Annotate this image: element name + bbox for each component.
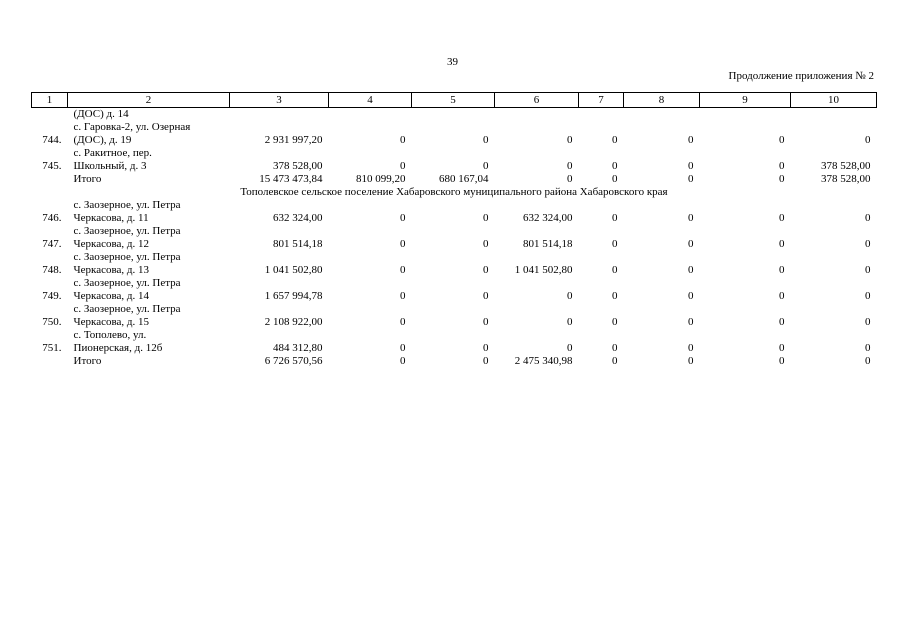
- table-row: [32, 121, 877, 147]
- value-cell: 1 041 502,80: [264, 264, 323, 276]
- address-line: Пионерская, д. 12б: [73, 342, 163, 354]
- total-value: 680 167,04: [439, 173, 489, 185]
- total-value: 810 099,20: [356, 173, 406, 185]
- address-cell: [68, 199, 230, 225]
- address-line: Школьный, д. 3: [73, 160, 147, 172]
- column-header: 4: [329, 93, 412, 108]
- section-row: [32, 186, 877, 199]
- total-value: 0: [400, 355, 406, 367]
- total-label: Итого: [73, 355, 102, 367]
- value-cell: 2 931 997,20: [264, 134, 323, 146]
- value-cell: 0: [865, 264, 871, 276]
- value-cell: 0: [688, 212, 694, 224]
- value-cell: 484 312,80: [273, 342, 323, 354]
- value-cell: 801 514,18: [273, 238, 323, 250]
- value-cell: 0: [400, 290, 406, 302]
- column-header: 9: [700, 93, 791, 108]
- address-line: с. Заозерное, ул. Петра: [73, 199, 181, 211]
- value-cell: 378 528,00: [821, 160, 871, 172]
- value-cell: 0: [612, 160, 618, 172]
- total-value: 0: [779, 355, 785, 367]
- value-cell: 0: [865, 238, 871, 250]
- column-header: 7: [579, 93, 624, 108]
- value-cell: 0: [483, 342, 489, 354]
- value-cell: 0: [483, 264, 489, 276]
- address-cell: [68, 303, 230, 329]
- value-cell: 378 528,00: [273, 160, 323, 172]
- value-cell: 0: [483, 238, 489, 250]
- value-cell: 0: [688, 238, 694, 250]
- continuation-row: [32, 108, 877, 122]
- address-cell: [68, 277, 230, 303]
- section-title: Тополевское сельское поселение Хабаровского муниципального района Хабаровского края: [240, 186, 668, 198]
- address-line: (ДОС), д. 19: [73, 134, 132, 146]
- total-value: 0: [688, 355, 694, 367]
- row-number: 747.: [42, 238, 62, 250]
- value-cell: 0: [400, 264, 406, 276]
- column-header: 2: [68, 93, 230, 108]
- value-cell: 0: [688, 134, 694, 146]
- value-cell: 0: [688, 290, 694, 302]
- row-number: 750.: [42, 316, 62, 328]
- page-number: 39: [447, 56, 458, 68]
- column-header: 5: [412, 93, 495, 108]
- value-cell: 0: [612, 342, 618, 354]
- address-cell: [68, 121, 230, 147]
- value-cell: 0: [779, 134, 785, 146]
- table-row: [32, 329, 877, 355]
- row-number: 748.: [42, 264, 62, 276]
- column-header: 1: [32, 93, 68, 108]
- budget-table: [31, 92, 877, 368]
- value-cell: 0: [567, 290, 573, 302]
- value-cell: 0: [688, 264, 694, 276]
- value-cell: 0: [400, 316, 406, 328]
- value-cell: 632 324,00: [523, 212, 573, 224]
- total-value: 0: [688, 173, 694, 185]
- value-cell: 0: [865, 212, 871, 224]
- value-cell: 0: [612, 212, 618, 224]
- value-cell: 0: [865, 290, 871, 302]
- value-cell: 0: [612, 238, 618, 250]
- address-line: с. Заозерное, ул. Петра: [73, 277, 181, 289]
- value-cell: 0: [483, 160, 489, 172]
- address-line: с. Тополево, ул.: [73, 329, 147, 341]
- address-line: Черкасова, д. 12: [73, 238, 150, 250]
- value-cell: 2 108 922,00: [264, 316, 323, 328]
- total-value: 0: [865, 355, 871, 367]
- address-cell: (ДОС) д. 14: [73, 108, 129, 120]
- column-header: 10: [791, 93, 877, 108]
- address-cell: [68, 329, 230, 355]
- value-cell: 0: [567, 134, 573, 146]
- address-line: с. Гаровка-2, ул. Озерная: [73, 121, 191, 133]
- column-header: 3: [230, 93, 329, 108]
- address-line: Черкасова, д. 14: [73, 290, 150, 302]
- address-cell: [68, 147, 230, 173]
- total-value: 0: [612, 173, 618, 185]
- total-value: 15 473 473,84: [259, 173, 323, 185]
- value-cell: 0: [779, 290, 785, 302]
- address-line: с. Ракитное, пер.: [73, 147, 152, 159]
- value-cell: 0: [400, 160, 406, 172]
- value-cell: 0: [400, 212, 406, 224]
- value-cell: 1 041 502,80: [514, 264, 573, 276]
- value-cell: 801 514,18: [523, 238, 573, 250]
- address-line: с. Заозерное, ул. Петра: [73, 303, 181, 315]
- address-line: с. Заозерное, ул. Петра: [73, 225, 181, 237]
- value-cell: 0: [779, 160, 785, 172]
- value-cell: 0: [567, 160, 573, 172]
- address-line: Черкасова, д. 11: [73, 212, 149, 224]
- total-value: 0: [483, 355, 489, 367]
- address-cell: [68, 251, 230, 277]
- row-number: 751.: [42, 342, 62, 354]
- value-cell: 0: [865, 134, 871, 146]
- value-cell: 0: [779, 264, 785, 276]
- value-cell: 0: [483, 212, 489, 224]
- value-cell: 0: [779, 316, 785, 328]
- total-value: 378 528,00: [821, 173, 871, 185]
- total-value: 0: [612, 355, 618, 367]
- column-header: 6: [495, 93, 579, 108]
- total-row: [32, 173, 877, 186]
- address-line: с. Заозерное, ул. Петра: [73, 251, 181, 263]
- column-header: 8: [624, 93, 700, 108]
- value-cell: 0: [612, 316, 618, 328]
- total-value: 2 475 340,98: [514, 355, 573, 367]
- value-cell: 0: [400, 342, 406, 354]
- value-cell: 0: [688, 160, 694, 172]
- address-cell: [68, 225, 230, 251]
- header-row: [32, 93, 877, 108]
- total-row: [32, 355, 877, 368]
- value-cell: 0: [483, 290, 489, 302]
- row-number: 749.: [42, 290, 62, 302]
- total-value: 0: [567, 173, 573, 185]
- total-value: 6 726 570,56: [264, 355, 323, 367]
- row-number: 745.: [42, 160, 62, 172]
- value-cell: 0: [779, 212, 785, 224]
- value-cell: 0: [400, 238, 406, 250]
- appendix-continuation-note: Продолжение приложения № 2: [728, 70, 874, 82]
- value-cell: 0: [865, 316, 871, 328]
- table-row: [32, 277, 877, 303]
- value-cell: 0: [483, 316, 489, 328]
- table-row: [32, 225, 877, 251]
- table-row: [32, 199, 877, 225]
- row-number: 744.: [42, 134, 62, 146]
- value-cell: 1 657 994,78: [264, 290, 323, 302]
- value-cell: 0: [688, 342, 694, 354]
- value-cell: 0: [688, 316, 694, 328]
- row-number: 746.: [42, 212, 62, 224]
- value-cell: 0: [612, 134, 618, 146]
- address-line: Черкасова, д. 15: [73, 316, 150, 328]
- value-cell: 0: [400, 134, 406, 146]
- table-row: [32, 147, 877, 173]
- value-cell: 0: [567, 316, 573, 328]
- value-cell: 0: [612, 290, 618, 302]
- value-cell: 0: [865, 342, 871, 354]
- address-line: Черкасова, д. 13: [73, 264, 150, 276]
- value-cell: 0: [779, 342, 785, 354]
- value-cell: 0: [567, 342, 573, 354]
- table-row: [32, 303, 877, 329]
- value-cell: 0: [779, 238, 785, 250]
- total-label: Итого: [73, 173, 102, 185]
- value-cell: 0: [483, 134, 489, 146]
- value-cell: 632 324,00: [273, 212, 323, 224]
- table-row: [32, 251, 877, 277]
- total-value: 0: [779, 173, 785, 185]
- value-cell: 0: [612, 264, 618, 276]
